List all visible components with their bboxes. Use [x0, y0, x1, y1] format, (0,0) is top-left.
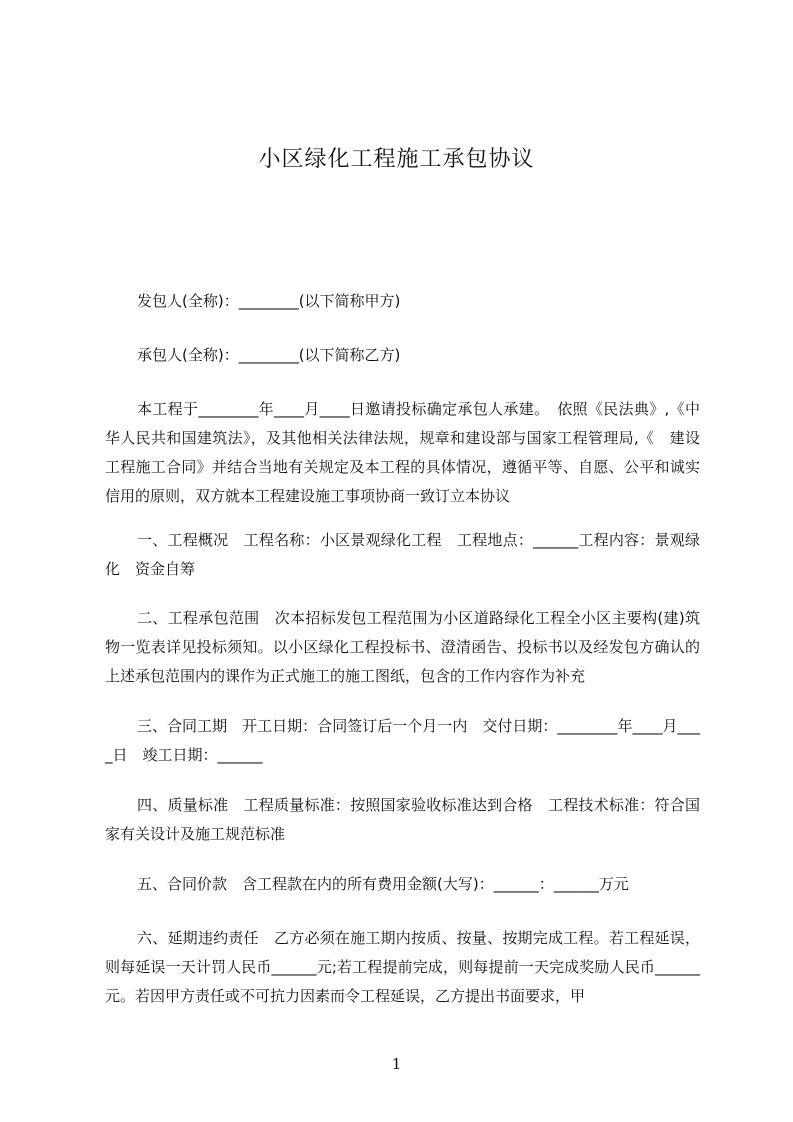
- section-6-delay-liability: 六、延期违约责任 乙方必须在施工期内按质、按量、按期完成工程。若工程延误，则每延误一天计罚人民币______元;若工程提前完成，则每提前一天完成奖励人民币______元。若因甲方责任或不可抗力因素而令工程延误，乙方提出书面要求，甲: [105, 929, 700, 1005]
- section-2-contract-scope: 二、工程承包范围 次本招标发包工程范围为小区道路绿化工程全小区主要构(建)筑物一览表详见投标须知。以小区绿化工程投标书、澄清函告、投标书以及经发包方确认的上述承包范围内的课作为正式施工的施工图纸，包含的工作内容作为补充: [105, 609, 700, 685]
- page-number: 1: [391, 1055, 402, 1073]
- party-b-line: 承包人(全称)：________(以下简称乙方): [137, 346, 401, 364]
- document-title: 小区绿化工程施工承包协议: [258, 147, 535, 172]
- section-5-contract-price: 五、合同价款 含工程款在内的所有费用金额(大写)：______：______万元: [137, 875, 629, 893]
- section-1-project-overview: 一、工程概况 工程名称：小区景观绿化工程 工程地点：______工程内容：景观绿化 资金自筹: [105, 531, 700, 578]
- section-3-contract-period: 三、合同工期 开工日期：合同签订后一个月一内 交付日期：________年____月____日 竣工日期：______: [105, 717, 700, 764]
- preamble-paragraph: 本工程于________年____月____日邀请投标确定承包人承建。 依照《民法典》,《中华人民共和国建筑法》，及其他相关法律法规，规章和建设部与国家工程管理局,《 建设工程施工合同》并结合当地有关规定及本工程的具体情况，遵循平等、自愿、公平和诚实信用的原则，双方就本工程建设施工事项协商一致订立本协议: [105, 400, 700, 505]
- party-a-line: 发包人(全称)：________(以下简称甲方): [137, 292, 401, 310]
- section-4-quality-standard: 四、质量标准 工程质量标准：按照国家验收标准达到合格 工程技术标准：符合国家有关设计及施工规范标准: [105, 796, 700, 843]
